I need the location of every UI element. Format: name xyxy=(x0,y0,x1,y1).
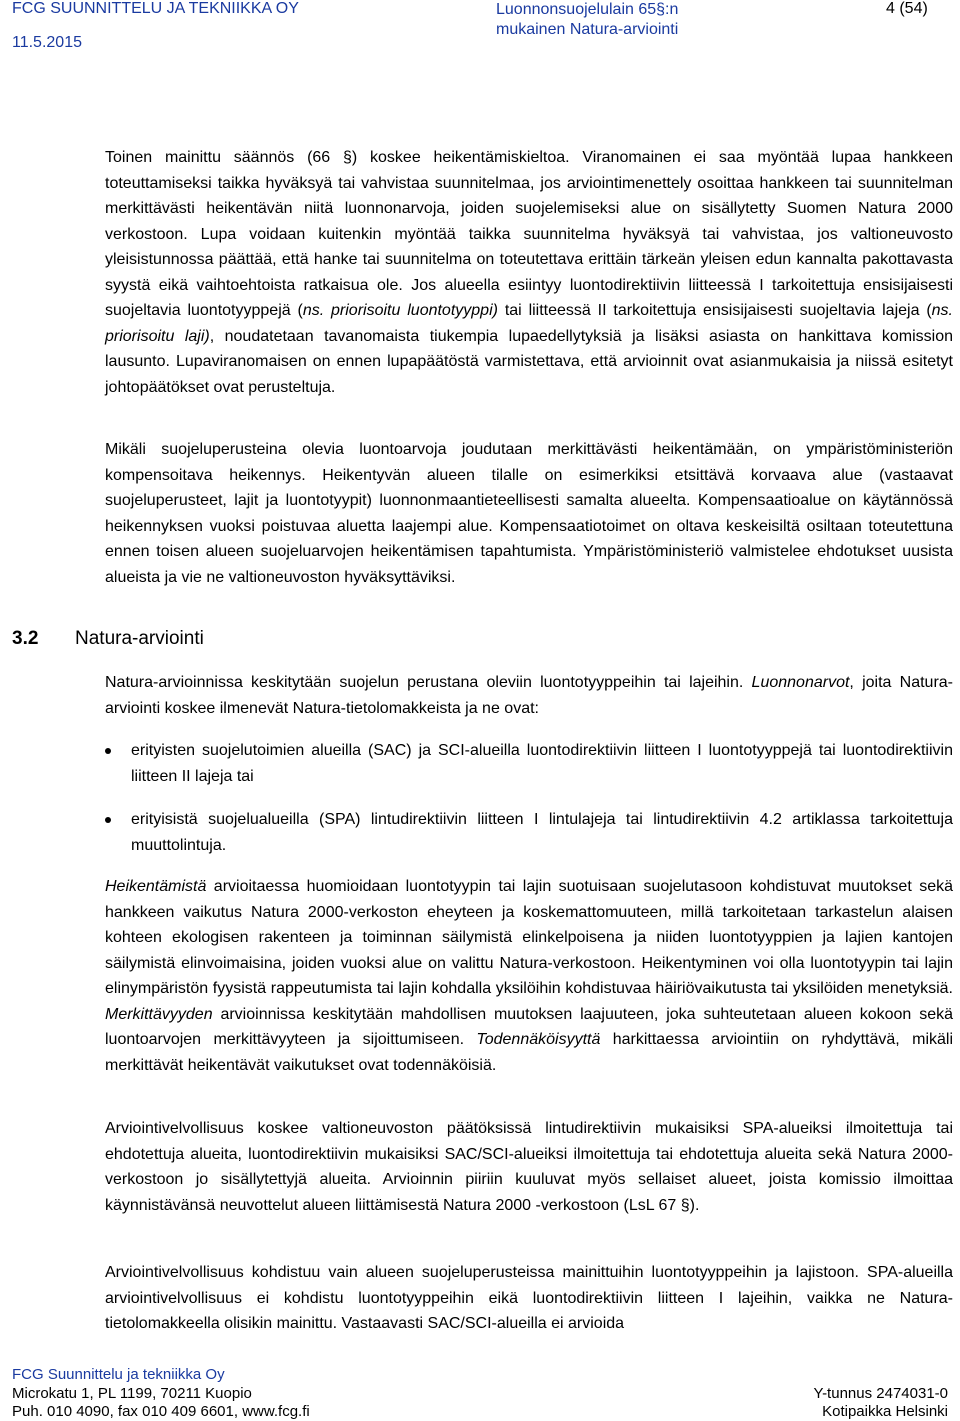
header-title-line2: mukainen Natura-arviointi xyxy=(496,21,679,38)
header-date: 11.5.2015 xyxy=(12,34,82,51)
section-title: Natura-arviointi xyxy=(75,628,204,649)
paragraph-1-italic-a: ns. priorisoitu luontotyyppi) xyxy=(302,302,498,319)
page-number: 4 (54) xyxy=(886,0,928,17)
header-title-line1: Luonnonsuojelulain 65§:n xyxy=(496,1,679,18)
paragraph-3 xyxy=(105,670,953,721)
footer-address: Microkatu 1, PL 1199, 70211 Kuopio xyxy=(12,1385,252,1402)
paragraph-4-text-a: arvioitaessa huomioidaan luontotyypin tai lajin suotuisaan suojelutasoon kohdistuvat muutokset sekä hankkeen vaikutus Natura 2000-verkoston eheyteen ja koskemattomuuteen, millä tarkoitetaan tarkastelun alaisen kohteen ekologisen rakenteen ja toiminnan säilymistä elinkelpoisena ja niiden luontotyyppien ja lajien kantojen säilymistä elinvoimaisina, joiden vuoksi alue on valittu Natura-verkostoon. Heikentyminen voi olla luontotyypin tai lajin elinympäristön fyysistä rappeutumista tai lajin kohdalla yksilöihin kohdistuvaa häiriövaikutusta tai yksilöiden menetyksiä. xyxy=(105,878,953,997)
paragraph-1-text-b: tai liitteessä II tarkoitettuja ensisijaisesti suojeltavia lajeja ( xyxy=(497,302,932,319)
paragraph-1-italic-b: ns. priorisoitu laji) xyxy=(105,302,953,345)
paragraph-4-italic-b: Merkittävyyden xyxy=(105,1005,213,1023)
section-heading xyxy=(12,628,204,650)
bullet-icon xyxy=(105,817,111,823)
paragraph-4-text-b: arvioinnissa keskitytään mahdollisen muutoksen laajuuteen, joka suhteutetaan alueen kokoon sekä luontoarvojen merkittävyyteen ja sijoittumiseen. xyxy=(105,1005,953,1048)
footer-domicile: Kotipaikka Helsinki xyxy=(822,1403,948,1420)
section-number: 3.2 xyxy=(12,628,39,649)
header-title xyxy=(496,0,678,40)
list-item-text: erityisten suojelutoimien alueilla (SAC) ja SCI-alueilla luontodirektiivin liitteen I luontotyyppejä tai luontodirektiivin liitteen II lajeja tai xyxy=(131,742,953,785)
paragraph-1 xyxy=(105,145,953,400)
paragraph-6: Arviointivelvollisuus kohdistuu vain alueen suojeluperusteissa mainittuihin luontotyyppeihin ja lajistoon. SPA-alueilla arviointivelvollisuus ei kohdistu luontotyyppeihin eikä luontodirektiivin liitteen I lajeihin, vaikka ne Natura-tietolomakkeella olisikin mainittu. Vastaavasti SAC/SCI-alueilla ei arvioida xyxy=(105,1264,953,1332)
list-item xyxy=(105,738,953,789)
list-item-text: erityisistä suojelualueilla (SPA) lintudirektiivin liitteen I lintulajeja tai lintudirektiivin 4.2 artiklassa tarkoitettuja muuttolintuja. xyxy=(131,811,953,854)
paragraph-3-text-b: , joita Natura-arviointi koskee ilmenevät Natura-tietolomakkeista ja ne ovat: xyxy=(105,674,953,717)
paragraph-2: Mikäli suojeluperusteina olevia luontoarvoja joudutaan merkittävästi heikentämään, on ympäristöministeriön kompensoitava heikennys. Heikentyvän alueen tilalle on esimerkiksi etsittävä korvaava alue (vastaavat suojeluperusteet, lajit ja luontotyypit) luonnonmaantieteellisesti samalta alueelta. Kompensaatioalue on käytännössä heikennyksen vuoksi poistuvaa aluetta laajempi alue. Kompensaatiotoimet on oltava keskeisiltä osiltaan toteutettuna ennen toisen alueen suojeluarvojen heikentämisen tapahtumista. Ympäristöministeriö valmistelee ehdotukset uusista alueista ja vie ne valtioneuvoston hyväksyttäviksi. xyxy=(105,441,953,586)
paragraph-4-text-c: harkittaessa arviointiin on ryhdyttävä, mikäli merkittävät heikentävät vaikutukset ovat todennäköisiä. xyxy=(105,1031,954,1074)
paragraph-3-text-a: Natura-arvioinnissa keskitytään suojelun perustana oleviin luontotyyppeihin tai lajeihin. xyxy=(105,674,752,691)
footer-company: FCG Suunnittelu ja tekniikka Oy xyxy=(12,1366,225,1383)
bullet-icon xyxy=(105,748,111,754)
header-company: FCG SUUNNITTELU JA TEKNIIKKA OY xyxy=(12,0,299,17)
list-item xyxy=(105,807,953,858)
footer-phone: Puh. 010 4090, fax 010 409 6601, www.fcg.fi xyxy=(12,1403,310,1420)
paragraph-4-italic-a: Heikentämistä xyxy=(105,878,207,895)
footer-business-id: Y-tunnus 2474031-0 xyxy=(813,1385,948,1402)
bullet-list xyxy=(105,738,953,858)
paragraph-3-italic: Luonnonarvot xyxy=(751,674,850,691)
paragraph-1-text-a: Toinen mainittu säännös (66 §) koskee heikentämiskieltoa. Viranomainen ei saa myöntää lupaa hankkeen toteuttamiseksi taikka hyväksyä tai vahvistaa suunnitelmaa, jos arviointimenettely osoittaa hankkeen tai suunnitelman merkittävästi heikentävän niitä luonnonarvoja, joiden suojelemiseksi alue on sisällytetty Suomen Natura 2000 verkostoon. Lupa voidaan kuitenkin myöntää taikka suunnitelma hyväksyä tai vahvistaa, jos valtioneuvosto yleisistunnossa päättää, että hanke tai suunnitelma on toteutettava erittäin tärkeän yleisen edun kannalta pakottavasta syystä eikä vaihtoehtoista ratkaisua ole. Jos alueella esiintyy luontodirektiivin liitteessä I tarkoitettuja ensisijaisesti suojeltavia luontotyyppejä ( xyxy=(105,149,953,319)
paragraph-5: Arviointivelvollisuus koskee valtioneuvoston päätöksissä lintudirektiivin mukaisiksi SPA-alueiksi ilmoitettuja tai ehdotettuja alueita, luontodirektiivin mukaisiksi SAC/SCI-alueiksi ilmoitettuja tai ehdotettuja alueita sekä Natura 2000-verkostoon jo sisällytettyjä alueita. Arvioinnin piiriin kuuluvat myös sellaiset alueet, joista komissio ilmoittaa käynnistävänsä neuvottelut alueen liittämisestä Natura 2000 -verkostoon (LsL 67 §). xyxy=(105,1120,953,1214)
paragraph-1-text-c: , noudatetaan tavanomaista tiukempia lupaedellytyksiä ja lisäksi asiasta on hankittava komission lausunto. Lupaviranomaisen on ennen lupapäätöstä varmistettava, että arvioinnit ovat asianmukaisia ja niissä esitetyt johtopäätökset ovat perusteltuja. xyxy=(105,327,953,396)
paragraph-4 xyxy=(105,874,953,1078)
paragraph-4-italic-c: Todennäköisyyttä xyxy=(476,1031,601,1048)
